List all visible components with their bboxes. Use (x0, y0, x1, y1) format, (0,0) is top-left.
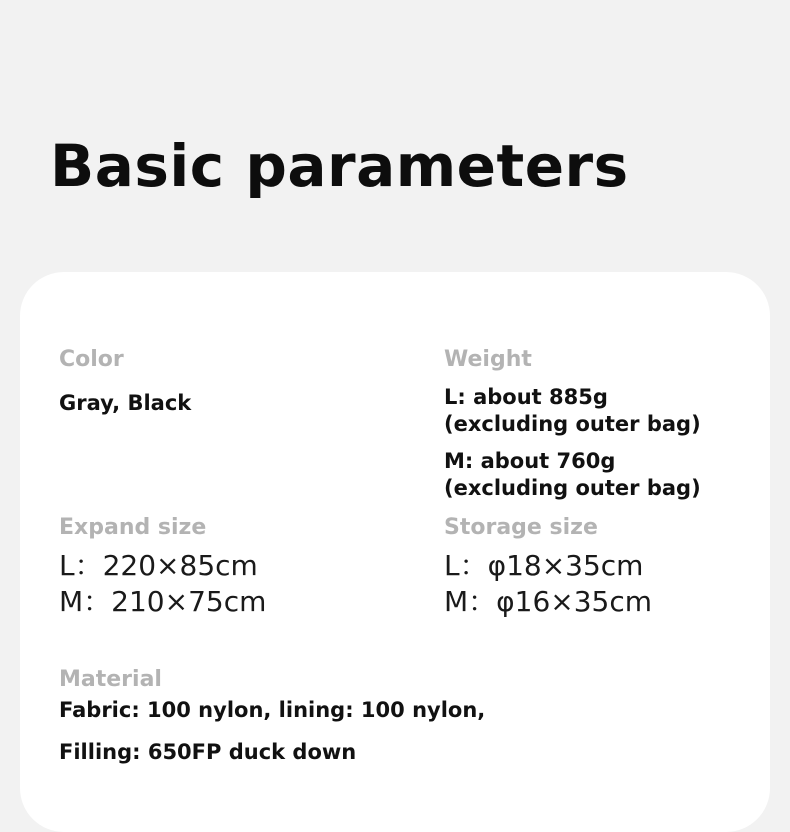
storage-size-value (444, 548, 652, 620)
weight-l-line1: L: about 885g (444, 385, 608, 409)
expand-size-label: Expand size (59, 515, 207, 540)
expand-size-m: M：210×75cm (59, 585, 267, 618)
expand-size-l: L：220×85cm (59, 549, 258, 582)
color-label: Color (59, 347, 124, 372)
weight-l-value (444, 384, 701, 438)
material-label: Material (59, 667, 162, 692)
material-line1: Fabric: 100 nylon, lining: 100 nylon, (59, 698, 486, 722)
parameters-card (20, 272, 770, 832)
weight-m-line1: M: about 760g (444, 449, 616, 473)
weight-l-line2: (excluding outer bag) (444, 412, 701, 436)
storage-size-label: Storage size (444, 515, 598, 540)
weight-m-line2: (excluding outer bag) (444, 476, 701, 500)
storage-size-m: M：φ16×35cm (444, 585, 653, 618)
page-title: Basic parameters (50, 132, 629, 200)
material-line2: Filling: 650FP duck down (59, 740, 357, 764)
expand-size-value (59, 548, 266, 620)
storage-size-l: L：φ18×35cm (444, 549, 644, 582)
weight-label: Weight (444, 347, 532, 372)
weight-m-value (444, 448, 701, 502)
color-value: Gray, Black (59, 391, 192, 415)
